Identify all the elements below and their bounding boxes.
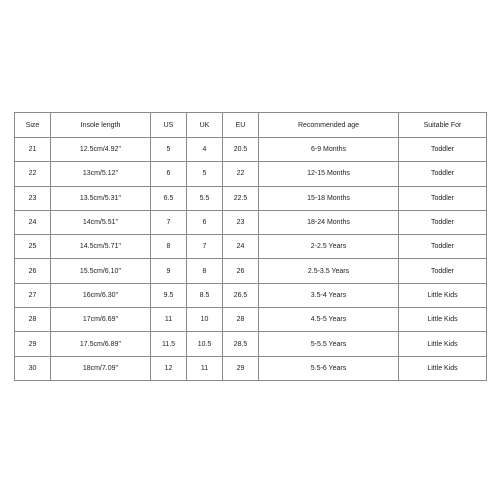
cell-uk: 7 (187, 235, 223, 259)
cell-uk: 11 (187, 356, 223, 380)
table-row (15, 308, 487, 332)
cell-suitable-for: Little Kids (399, 356, 487, 380)
cell-uk: 10 (187, 308, 223, 332)
cell-insole-length: 14cm/5.51'' (51, 210, 151, 234)
cell-eu: 28.5 (223, 332, 259, 356)
cell-suitable-for: Toddler (399, 259, 487, 283)
table-row (15, 259, 487, 283)
cell-eu: 26 (223, 259, 259, 283)
cell-insole-length: 13.5cm/5.31'' (51, 186, 151, 210)
table-row (15, 332, 487, 356)
cell-size: 28 (15, 308, 51, 332)
table-row (15, 162, 487, 186)
cell-us: 5 (151, 138, 187, 162)
cell-us: 9.5 (151, 283, 187, 307)
cell-uk: 5.5 (187, 186, 223, 210)
table-row (15, 138, 487, 162)
table-row (15, 235, 487, 259)
table-body (15, 138, 487, 381)
cell-insole-length: 16cm/6.30'' (51, 283, 151, 307)
cell-suitable-for: Toddler (399, 186, 487, 210)
header-size: Size (15, 113, 51, 138)
cell-eu: 24 (223, 235, 259, 259)
cell-recommended-age: 6-9 Months (259, 138, 399, 162)
cell-us: 9 (151, 259, 187, 283)
cell-recommended-age: 15-18 Months (259, 186, 399, 210)
cell-us: 6 (151, 162, 187, 186)
cell-us: 8 (151, 235, 187, 259)
size-chart-table (14, 112, 487, 381)
cell-suitable-for: Little Kids (399, 283, 487, 307)
table-row (15, 283, 487, 307)
cell-us: 7 (151, 210, 187, 234)
cell-suitable-for: Toddler (399, 138, 487, 162)
cell-uk: 8 (187, 259, 223, 283)
table-row (15, 356, 487, 380)
cell-recommended-age: 4.5-5 Years (259, 308, 399, 332)
header-insole-length: Insole length (51, 113, 151, 138)
cell-insole-length: 14.5cm/5.71'' (51, 235, 151, 259)
table-row (15, 186, 487, 210)
cell-recommended-age: 12-15 Months (259, 162, 399, 186)
cell-size: 27 (15, 283, 51, 307)
cell-suitable-for: Toddler (399, 235, 487, 259)
cell-uk: 8.5 (187, 283, 223, 307)
cell-eu: 26.5 (223, 283, 259, 307)
cell-insole-length: 18cm/7.09'' (51, 356, 151, 380)
cell-eu: 23 (223, 210, 259, 234)
cell-eu: 22.5 (223, 186, 259, 210)
cell-suitable-for: Toddler (399, 162, 487, 186)
cell-eu: 28 (223, 308, 259, 332)
cell-size: 29 (15, 332, 51, 356)
cell-eu: 22 (223, 162, 259, 186)
cell-recommended-age: 18-24 Months (259, 210, 399, 234)
cell-insole-length: 17cm/6.69'' (51, 308, 151, 332)
cell-us: 6.5 (151, 186, 187, 210)
cell-insole-length: 12.5cm/4.92'' (51, 138, 151, 162)
cell-uk: 10.5 (187, 332, 223, 356)
cell-size: 24 (15, 210, 51, 234)
table-row (15, 210, 487, 234)
header-us: US (151, 113, 187, 138)
cell-size: 22 (15, 162, 51, 186)
header-row (15, 113, 487, 138)
cell-suitable-for: Little Kids (399, 332, 487, 356)
cell-insole-length: 17.5cm/6.89'' (51, 332, 151, 356)
cell-size: 30 (15, 356, 51, 380)
cell-uk: 5 (187, 162, 223, 186)
cell-eu: 20.5 (223, 138, 259, 162)
cell-us: 12 (151, 356, 187, 380)
cell-suitable-for: Toddler (399, 210, 487, 234)
cell-recommended-age: 2.5-3.5 Years (259, 259, 399, 283)
cell-recommended-age: 5.5-6 Years (259, 356, 399, 380)
cell-uk: 6 (187, 210, 223, 234)
header-eu: EU (223, 113, 259, 138)
cell-size: 23 (15, 186, 51, 210)
header-recommended-age: Recommended age (259, 113, 399, 138)
cell-insole-length: 13cm/5.12'' (51, 162, 151, 186)
cell-insole-length: 15.5cm/6.10'' (51, 259, 151, 283)
cell-eu: 29 (223, 356, 259, 380)
cell-recommended-age: 3.5-4 Years (259, 283, 399, 307)
cell-size: 25 (15, 235, 51, 259)
cell-us: 11.5 (151, 332, 187, 356)
cell-size: 26 (15, 259, 51, 283)
cell-uk: 4 (187, 138, 223, 162)
cell-suitable-for: Little Kids (399, 308, 487, 332)
header-uk: UK (187, 113, 223, 138)
cell-size: 21 (15, 138, 51, 162)
cell-recommended-age: 2-2.5 Years (259, 235, 399, 259)
cell-us: 11 (151, 308, 187, 332)
header-suitable-for: Suitable For (399, 113, 487, 138)
cell-recommended-age: 5-5.5 Years (259, 332, 399, 356)
